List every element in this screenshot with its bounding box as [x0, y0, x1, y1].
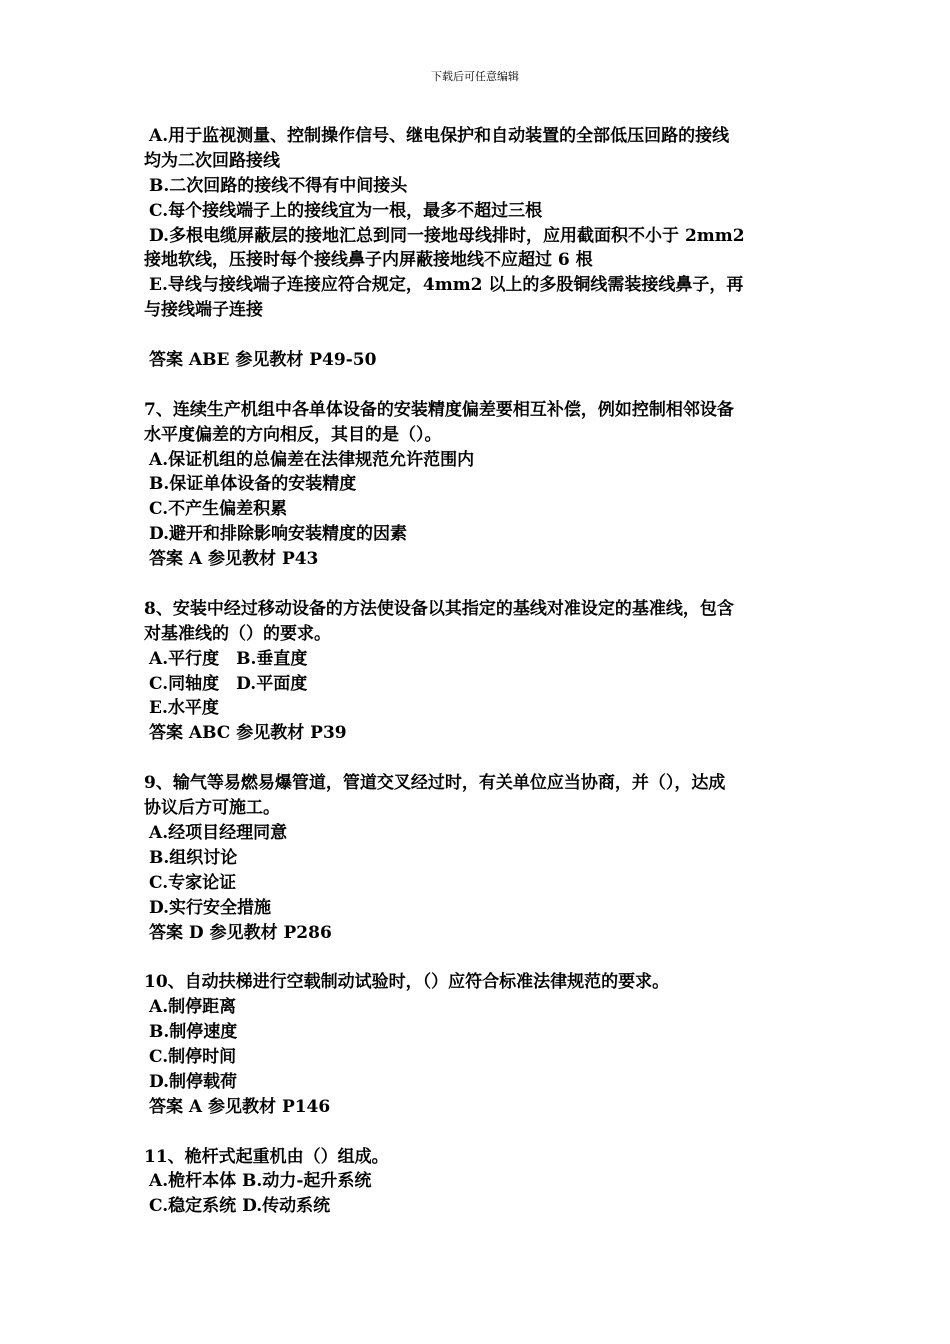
text-line: 接地软线，压接时每个接线鼻子内屏蔽接地线不应超过 6 根 — [144, 250, 593, 271]
block-spacer — [144, 1120, 808, 1145]
text-line: B.制停速度 — [149, 1022, 238, 1043]
question-block — [144, 398, 808, 572]
text-line: E.水平度 — [149, 698, 219, 719]
text-line: A.保证机组的总偏差在法律规范允许范围内 — [149, 449, 475, 470]
text-line: D.避开和排除影响安装精度的因素 — [149, 524, 408, 545]
text-line: 9、输气等易燃易爆管道，管道交叉经过时，有关单位应当协商，并（），达成 — [144, 773, 726, 794]
text-line: D.制停载荷 — [149, 1071, 238, 1092]
text-line: C.专家论证 — [149, 872, 237, 893]
document-body — [144, 124, 808, 1219]
text-line: C.同轴度 D.平面度 — [149, 673, 308, 694]
question-block — [144, 1145, 808, 1220]
text-line: B.组织讨论 — [149, 847, 238, 868]
text-line: 10、自动扶梯进行空载制动试验时，（）应符合标准法律规范的要求。 — [144, 972, 670, 993]
question-block — [144, 597, 808, 746]
block-spacer — [144, 373, 808, 398]
text-line: C.制停时间 — [149, 1046, 237, 1067]
answer-line: 答案 ABE 参见教材 P49-50 — [149, 350, 377, 371]
text-line: 对基准线的（）的要求。 — [144, 623, 331, 644]
block-spacer — [144, 945, 808, 970]
text-line: A.制停距离 — [149, 997, 237, 1018]
text-line: B.保证单体设备的安装精度 — [149, 474, 357, 495]
block-spacer — [144, 746, 808, 771]
text-line: B.二次回路的接线不得有中间接头 — [149, 175, 408, 196]
text-line: 与接线端子连接 — [144, 300, 263, 321]
question-block — [144, 124, 808, 373]
text-line: D.实行安全措施 — [149, 897, 272, 918]
page-header: 下载后可任意编辑 — [431, 70, 519, 83]
question-block — [144, 970, 808, 1119]
text-line: 均为二次回路接线 — [144, 150, 280, 171]
text-line: 协议后方可施工。 — [144, 798, 280, 819]
text-line: A.经项目经理同意 — [149, 822, 288, 843]
text-line: C.稳定系统 D.传动系统 — [149, 1196, 331, 1217]
text-line: C.每个接线端子上的接线宜为一根，最多不超过三根 — [149, 200, 543, 221]
text-line — [144, 323, 808, 348]
text-line: 8、安装中经过移动设备的方法使设备以其指定的基线对准设定的基准线，包含 — [144, 598, 734, 619]
text-line: 11、桅杆式起重机由（）组成。 — [144, 1146, 389, 1167]
answer-line: 答案 D 参见教材 P286 — [149, 922, 332, 943]
answer-line: 答案 ABC 参见教材 P39 — [149, 723, 347, 744]
answer-line: 答案 A 参见教材 P43 — [149, 549, 319, 570]
text-line: A.平行度 B.垂直度 — [149, 648, 308, 669]
text-line: A.桅杆本体 B.动力-起升系统 — [149, 1171, 372, 1192]
text-line: E.导线与接线端子连接应符合规定，4mm2 以上的多股铜线需装接线鼻子，再 — [149, 275, 744, 296]
text-line: D.多根电缆屏蔽层的接地汇总到同一接地母线排时，应用截面积不小于 2mm2 — [149, 225, 745, 246]
text-line: 水平度偏差的方向相反，其目的是（）。 — [144, 424, 442, 445]
block-spacer — [144, 572, 808, 597]
text-line: 7、连续生产机组中各单体设备的安装精度偏差要相互补偿，例如控制相邻设备 — [144, 399, 734, 420]
question-block — [144, 771, 808, 945]
answer-line: 答案 A 参见教材 P146 — [149, 1096, 331, 1117]
text-line: A.用于监视测量、控制操作信号、继电保护和自动装置的全部低压回路的接线 — [149, 126, 730, 146]
text-line: C.不产生偏差积累 — [149, 499, 288, 520]
